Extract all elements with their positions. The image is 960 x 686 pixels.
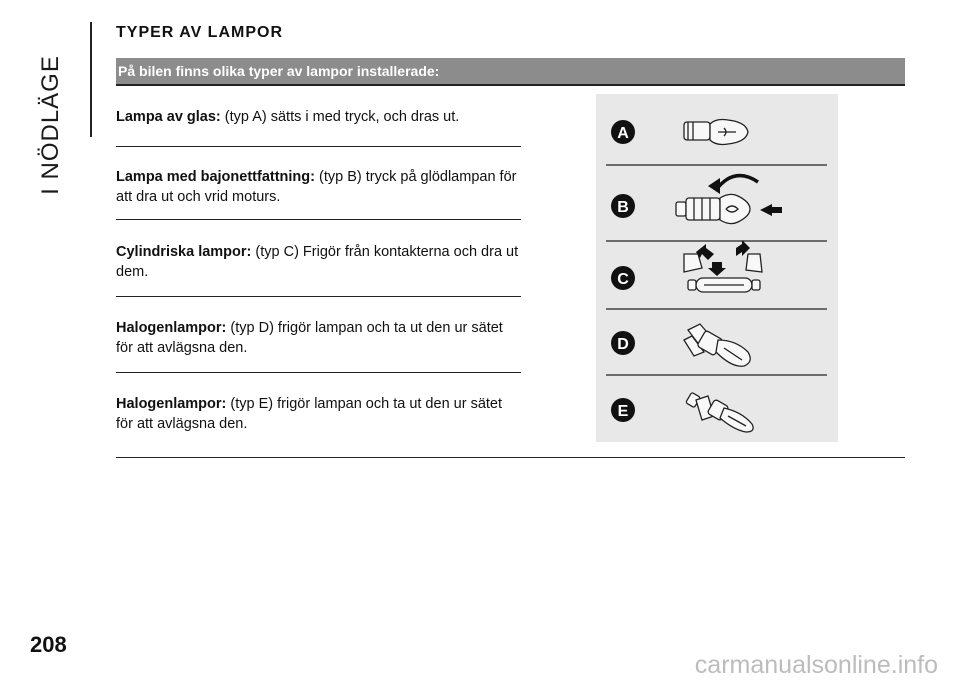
entry-label: Halogenlampor: [116, 320, 227, 336]
badge-letter: E [617, 403, 629, 420]
entry-label: Halogenlampor: [116, 396, 227, 412]
badge-a [611, 120, 635, 144]
badge-letter: C [617, 271, 629, 288]
halogen-bulb-d-icon [684, 324, 750, 366]
entry-text: (typ B) tryck på glödlampan för att dra ut och vrid moturs. [116, 169, 517, 205]
entry-label: Lampa med bajonettfattning: [116, 169, 315, 185]
rotate-arrow-icon [708, 176, 758, 194]
badge-letter: A [617, 125, 629, 142]
page-title: TYPER AV LAMPOR [116, 24, 284, 41]
entry-label: Lampa av glas: [116, 109, 221, 125]
entry-text: (typ E) frigör lampan och ta ut den ur sätet för att avlägsna den. [116, 396, 503, 432]
section-label-text: I NÖDLÄGE [37, 55, 64, 195]
watermark: carmanualsonline.info [694, 651, 938, 679]
divider [116, 219, 521, 220]
push-arrow-icon [760, 204, 782, 216]
glass-wedge-bulb-icon [684, 120, 748, 145]
divider [116, 296, 521, 297]
divider [116, 372, 521, 373]
badge-c [611, 266, 635, 290]
entry-type-c [116, 242, 521, 282]
bayonet-bulb-icon [676, 194, 750, 223]
entry-type-d [116, 318, 521, 358]
page-number: 208 [30, 632, 67, 657]
entry-type-b [116, 167, 521, 207]
entry-type-a [116, 107, 521, 127]
entry-text: (typ A) sätts i med tryck, och dras ut. [224, 109, 460, 125]
badge-d [611, 331, 635, 355]
cylindrical-bulb-icon [684, 254, 762, 292]
section-rule [90, 22, 92, 137]
badge-e [611, 398, 635, 422]
divider [116, 146, 521, 147]
halogen-bulb-e-icon [686, 392, 753, 432]
intro-banner: På bilen finns olika typer av lampor installerade: [116, 58, 905, 86]
entry-text: (typ C) Frigör från kontakterna och dra ut dem. [116, 244, 519, 280]
release-arrows-icon [696, 240, 750, 276]
entry-label: Cylindriska lampor: [116, 244, 252, 260]
bottom-divider [116, 457, 905, 458]
badge-letter: B [617, 199, 629, 216]
lamp-types-figure [596, 94, 838, 442]
badge-letter: D [617, 336, 629, 353]
entry-type-e [116, 394, 521, 434]
badge-b [611, 194, 635, 218]
entry-text: (typ D) frigör lampan och ta ut den ur sätet för att avlägsna den. [116, 320, 503, 356]
section-label [38, 30, 64, 220]
